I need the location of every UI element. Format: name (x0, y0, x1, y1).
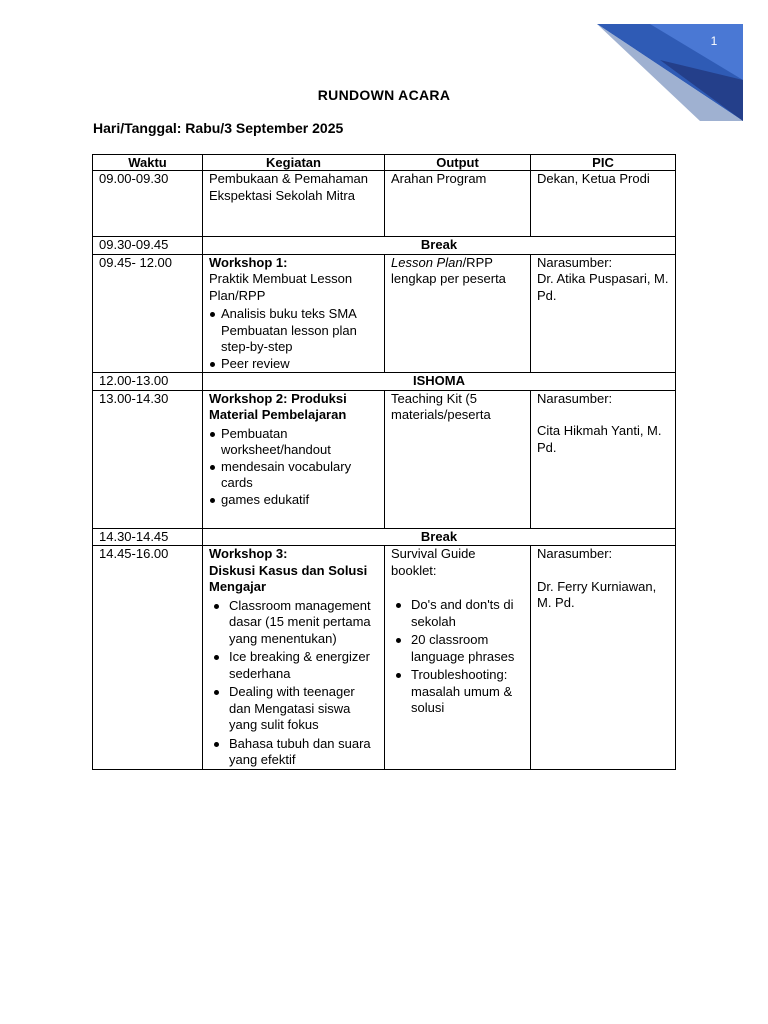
ishoma-label: ISHOMA (203, 373, 676, 391)
cell-kegiatan: Pembukaan & Pemahaman Ekspektasi Sekolah Mitra (203, 171, 385, 237)
header-waktu: Waktu (93, 155, 203, 171)
output-italic-text: Lesson Plan (391, 254, 463, 270)
cell-waktu: 09.45- 12.00 (93, 254, 203, 373)
header-output: Output (385, 155, 531, 171)
list-item: Dealing with teenager dan Mengatasi siswa yang sulit fokus (209, 684, 378, 734)
break-row (93, 237, 676, 255)
cell-output (385, 254, 531, 373)
break-row (93, 528, 676, 546)
cell-output: Teaching Kit (5 materials/peserta (385, 390, 531, 528)
output-text: /RPP lengkap per peserta (391, 254, 506, 286)
break-row (93, 373, 676, 391)
activity-list (209, 598, 378, 769)
pic-name: Cita Hikmah Yanti, M. Pd. (537, 423, 662, 455)
cell-pic (531, 546, 676, 770)
list-item: mendesain vocabulary cards (209, 459, 378, 492)
table-row (93, 254, 676, 373)
cell-pic (531, 390, 676, 528)
output-list (391, 597, 524, 717)
cell-kegiatan (203, 254, 385, 373)
table-row (93, 546, 676, 770)
list-item: Classroom management dasar (15 menit pertama yang menentukan) (209, 598, 378, 648)
cell-waktu: 14.45-16.00 (93, 546, 203, 770)
workshop-title: Workshop 3: (209, 546, 288, 561)
table-row (93, 171, 676, 237)
pic-role: Narasumber: (537, 390, 613, 406)
corner-decoration (0, 0, 768, 130)
cell-waktu: 09.30-09.45 (93, 237, 203, 255)
activity-list (209, 306, 378, 372)
pic-role: Narasumber: (537, 254, 613, 270)
pic-role: Narasumber: (537, 546, 613, 561)
cell-kegiatan (203, 390, 385, 528)
list-item: Pembuatan worksheet/handout (209, 426, 378, 459)
cell-output (385, 546, 531, 770)
page-number: 1 (710, 34, 718, 48)
cell-waktu: 09.00-09.30 (93, 171, 203, 237)
list-item: Bahasa tubuh dan suara yang efektif (209, 736, 378, 769)
workshop-title: Workshop 2: Produksi Material Pembelajaran (209, 390, 347, 422)
pic-name: Dr. Ferry Kurniawan, M. Pd. (537, 578, 657, 610)
workshop-title: Workshop 1: (209, 254, 288, 270)
table-header-row (93, 155, 676, 171)
cell-waktu: 14.30-14.45 (93, 528, 203, 546)
document-title: RUNDOWN ACARA (317, 87, 451, 103)
output-title: Survival Guide booklet: (391, 546, 476, 578)
list-item: 20 classroom language phrases (391, 632, 524, 665)
cell-waktu: 12.00-13.00 (93, 373, 203, 391)
list-item: Ice breaking & energizer sederhana (209, 649, 378, 682)
date-line: Hari/Tanggal: Rabu/3 September 2025 (93, 120, 344, 136)
pic-name: Dr. Atika Puspasari, M. Pd. (537, 271, 669, 303)
workshop-subtitle: Diskusi Kasus dan Solusi Mengajar (209, 562, 368, 594)
list-item: Analisis buku teks SMA Pembuatan lesson plan step-by-step (209, 306, 378, 356)
header-kegiatan: Kegiatan (203, 155, 385, 171)
break-label: Break (203, 528, 676, 546)
cell-pic (531, 254, 676, 373)
cell-pic: Dekan, Ketua Prodi (531, 171, 676, 237)
activity-list (209, 426, 378, 509)
list-item: games edukatif (209, 492, 378, 509)
header-pic: PIC (531, 155, 676, 171)
cell-output: Arahan Program (385, 171, 531, 237)
list-item: Troubleshooting: masalah umum & solusi (391, 667, 524, 717)
cell-kegiatan (203, 546, 385, 770)
table-row (93, 390, 676, 528)
cell-waktu: 13.00-14.30 (93, 390, 203, 528)
break-label: Break (203, 237, 676, 255)
list-item: Peer review (209, 356, 378, 373)
workshop-subtitle: Praktik Membuat Lesson Plan/RPP (209, 271, 353, 303)
list-item: Do's and don'ts di sekolah (391, 597, 524, 630)
agenda-table (92, 154, 676, 770)
